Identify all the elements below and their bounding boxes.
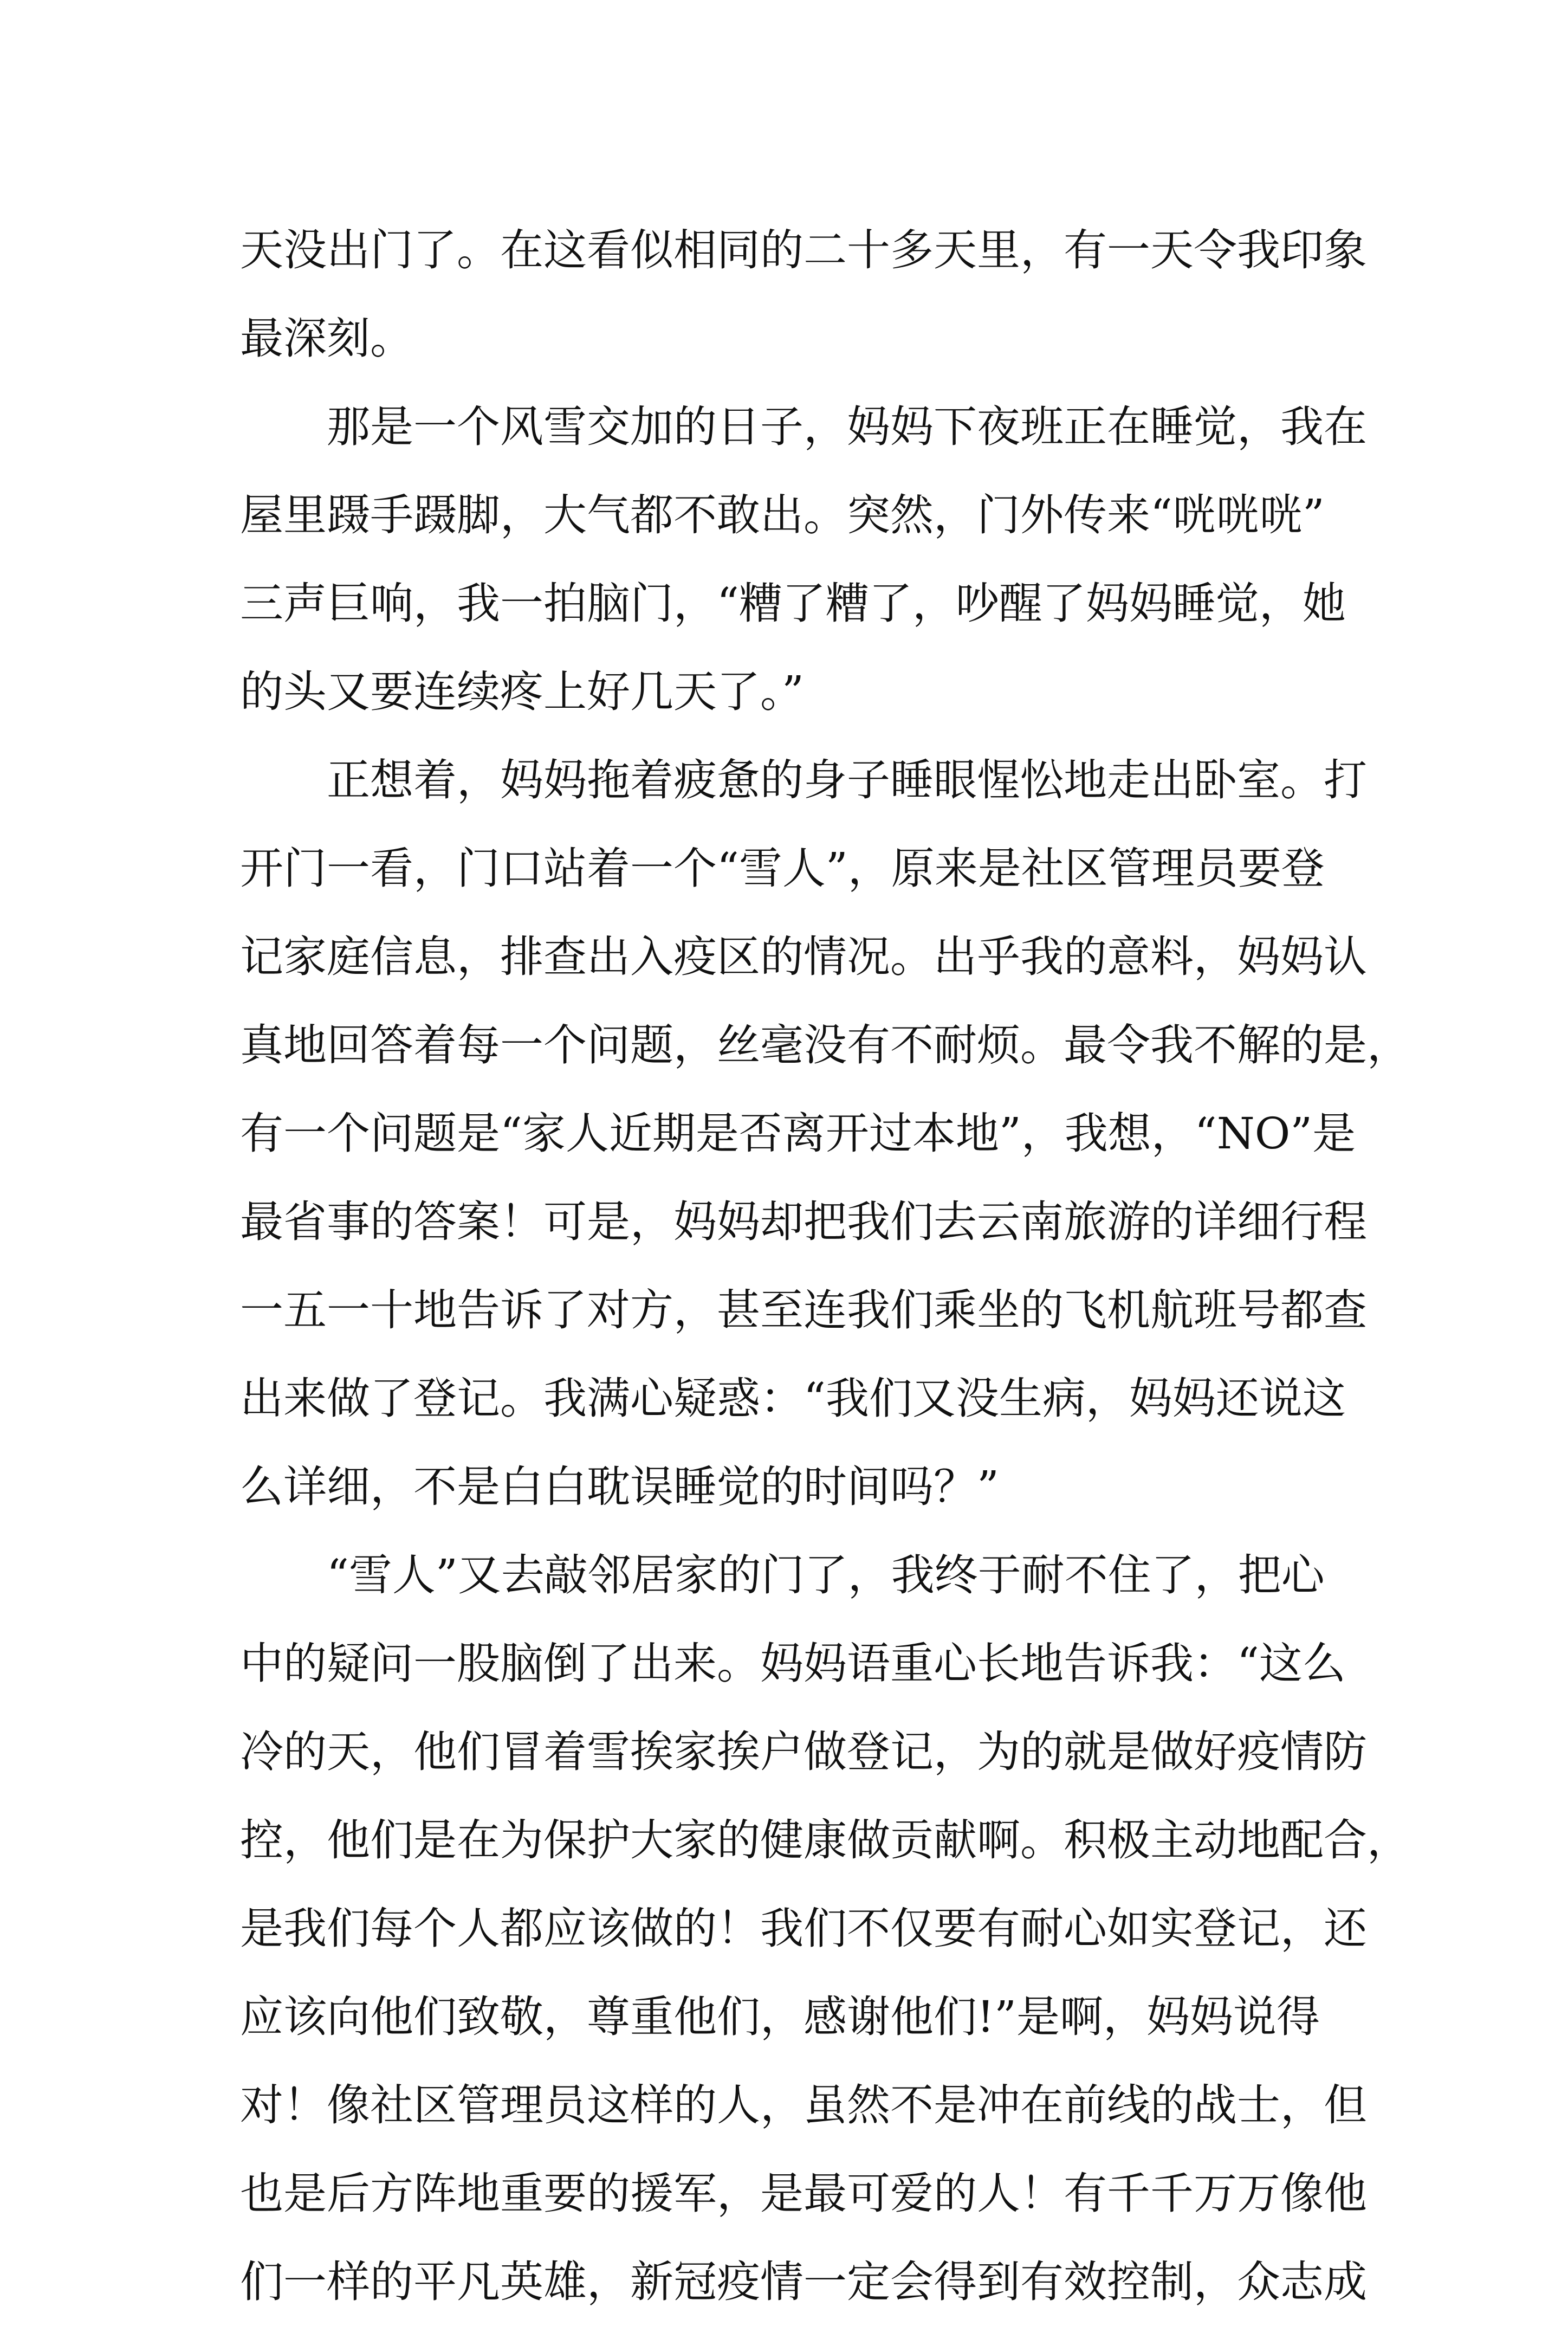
text-line: 那是一个风雪交加的日子，妈妈下夜班正在睡觉，我在 [327,402,1367,452]
paragraph-4 [240,1531,1410,2326]
paragraph-3 [240,736,1410,1531]
text-line: 出来做了登记。我满心疑惑：“我们又没生病，妈妈还说这 [240,1373,1346,1424]
text-line: 也是后方阵地重要的援军，是最可爱的人！有千千万万像他 [240,2168,1367,2219]
text-line: 开门一看，门口站着一个“雪人”，原来是社区管理员要登 [240,843,1325,894]
paragraph-1 [240,206,1367,383]
text-line: 一五一十地告诉了对方，甚至连我们乘坐的飞机航班号都查 [240,1285,1367,1335]
text-line: 三声巨响，我一拍脑门，“糟了糟了，吵醒了妈妈睡觉，她 [240,578,1346,629]
text-line: 记家庭信息，排查出入疫区的情况。出乎我的意料，妈妈认 [240,932,1367,982]
text-line: 正想着，妈妈拖着疲惫的身子睡眼惺忪地走出卧室。打 [327,755,1367,805]
text-line: 控，他们是在为保护大家的健康做贡献啊。积极主动地配合， [240,1815,1410,1865]
text-line: “雪人”又去敲邻居家的门了，我终于耐不住了，把心 [327,1550,1325,1600]
text-line: 对！像社区管理员这样的人，虽然不是冲在前线的战士，但 [240,2080,1367,2130]
text-line: 应该向他们致敬，尊重他们，感谢他们!”是啊，妈妈说得 [240,1992,1320,2042]
paragraph-2 [240,383,1367,736]
text-line: 么详细，不是白白耽误睡觉的时间吗？” [240,1462,999,1512]
text-line: 天没出门了。在这看似相同的二十多天里，有一天令我印象 [240,225,1367,275]
text-line: 最深刻。 [240,313,413,364]
text-line: 中的疑问一股脑倒了出来。妈妈语重心长地告诉我：“这么 [240,1638,1346,1689]
body-text [240,206,1410,2326]
text-line: 冷的天，他们冒着雪挨家挨户做登记，为的就是做好疫情防 [240,1727,1367,1777]
text-line: 有一个问题是“家人近期是否离开过本地”，我想，“NO”是 [240,1108,1356,1159]
text-line: 们一样的平凡英雄，新冠疫情一定会得到有效控制，众志成 [240,2257,1367,2307]
text-line: 的头又要连续疼上好几天了。” [240,667,804,717]
text-line: 是我们每个人都应该做的！我们不仅要有耐心如实登记，还 [240,1903,1367,1954]
text-line: 最省事的答案！可是，妈妈却把我们去云南旅游的详细行程 [240,1197,1367,1247]
text-line: 屋里蹑手蹑脚，大气都不敢出。突然，门外传来“咣咣咣” [240,490,1325,540]
text-line: 真地回答着每一个问题，丝毫没有不耐烦。最令我不解的是， [240,1020,1410,1070]
